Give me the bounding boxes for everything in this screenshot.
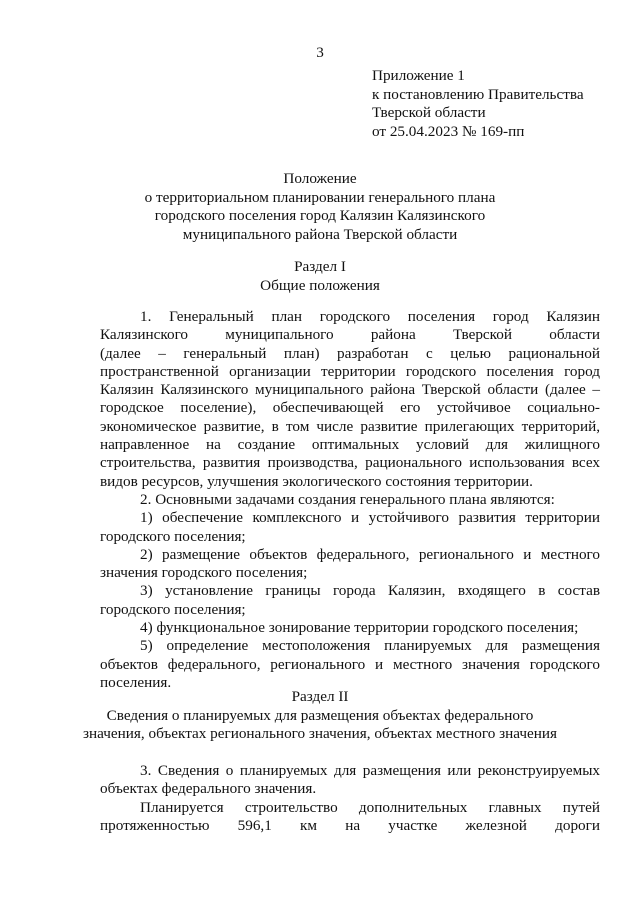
text-line: экономическое развитие, в том числе развитие прилегающих территорий, (100, 417, 600, 435)
text-line: (далее – генеральный план) разработан с целью рациональной (100, 344, 600, 362)
text-line: объектах федерального значения. (100, 780, 317, 798)
document-title (0, 170, 640, 244)
section-title: значения, объектах регионального значения, объектах местного значения (83, 725, 557, 742)
text-line: 2) размещение объектов федерального, регионального и местного (140, 545, 600, 563)
page-number: 3 (316, 44, 324, 61)
text-line: городского поселения; (100, 527, 246, 545)
task-item (100, 509, 600, 546)
text-line: 1. Генеральный план городского поселения город Калязин (140, 308, 600, 325)
task-item (100, 637, 600, 692)
appendix-line: к постановлению Правительства (372, 85, 584, 103)
text-line: городское поселение), обеспечивающей его устойчивое социально- (100, 399, 600, 417)
section-number: Раздел I (294, 258, 346, 275)
text-line: строительства, развития производства, рационального использования всех (100, 454, 600, 472)
text-line: Калязинского муниципального района Тверской области (100, 326, 600, 344)
task-item (100, 546, 600, 583)
paragraph-1 (100, 308, 600, 491)
task-item (100, 619, 600, 637)
appendix-line: Тверской области (372, 104, 486, 121)
paragraph-2: 2. Основными задачами создания генерального плана являются: (140, 490, 555, 508)
section2-heading (0, 688, 640, 744)
appendix-block (372, 67, 584, 141)
text-line: протяженностью 596,1 км на участке железной дороги (100, 816, 600, 834)
section-title: Сведения о планируемых для размещения объектах федерального (106, 706, 534, 724)
text-line: 3) установление границы города Калязин, входящего в состав (140, 582, 600, 600)
title-line: Положение (283, 170, 357, 187)
text-line: 5) определение местоположения планируемых для размещения (140, 637, 600, 655)
text-line: пространственной организации территории городского поселения город (100, 362, 600, 380)
text-line: 3. Сведения о планируемых для размещения или реконструируемых (140, 762, 600, 779)
paragraph-4 (100, 799, 600, 836)
appendix-line: от 25.04.2023 № 169-пп (372, 122, 525, 140)
section-number: Раздел II (291, 688, 349, 705)
section1-heading (0, 258, 640, 295)
text-line: объектов федерального, регионального и местного значения городского (100, 655, 600, 673)
text-line: Калязин Калязинского муниципального района Тверской области (далее – (100, 381, 600, 399)
title-line: о территориальном планировании генерального плана (144, 188, 496, 206)
text-line: направленное на создание оптимальных условий для жилищного (100, 436, 600, 454)
paragraph-3 (100, 762, 600, 799)
section2-body (100, 762, 600, 835)
text-line: Планируется строительство дополнительных главных путей (140, 798, 600, 816)
text-line: 4) функциональное зонирование территории городского поселения; (140, 619, 579, 637)
text-line: городского поселения; (100, 600, 246, 618)
task-list (100, 509, 600, 692)
title-line: муниципального района Тверской области (182, 225, 458, 243)
text-line: значения городского поселения; (100, 564, 308, 582)
text-line: видов ресурсов, улучшения экологического состояния территории. (100, 472, 533, 490)
section-title: Общие положения (260, 276, 380, 294)
section1-body (100, 308, 600, 692)
text-line: 1) обеспечение комплексного и устойчивого развития территории (140, 509, 600, 527)
task-item (100, 582, 600, 619)
text-line: поселения. (100, 673, 172, 691)
appendix-line: Приложение 1 (372, 67, 465, 84)
title-line: городского поселения город Калязин Калязинского (154, 207, 486, 224)
